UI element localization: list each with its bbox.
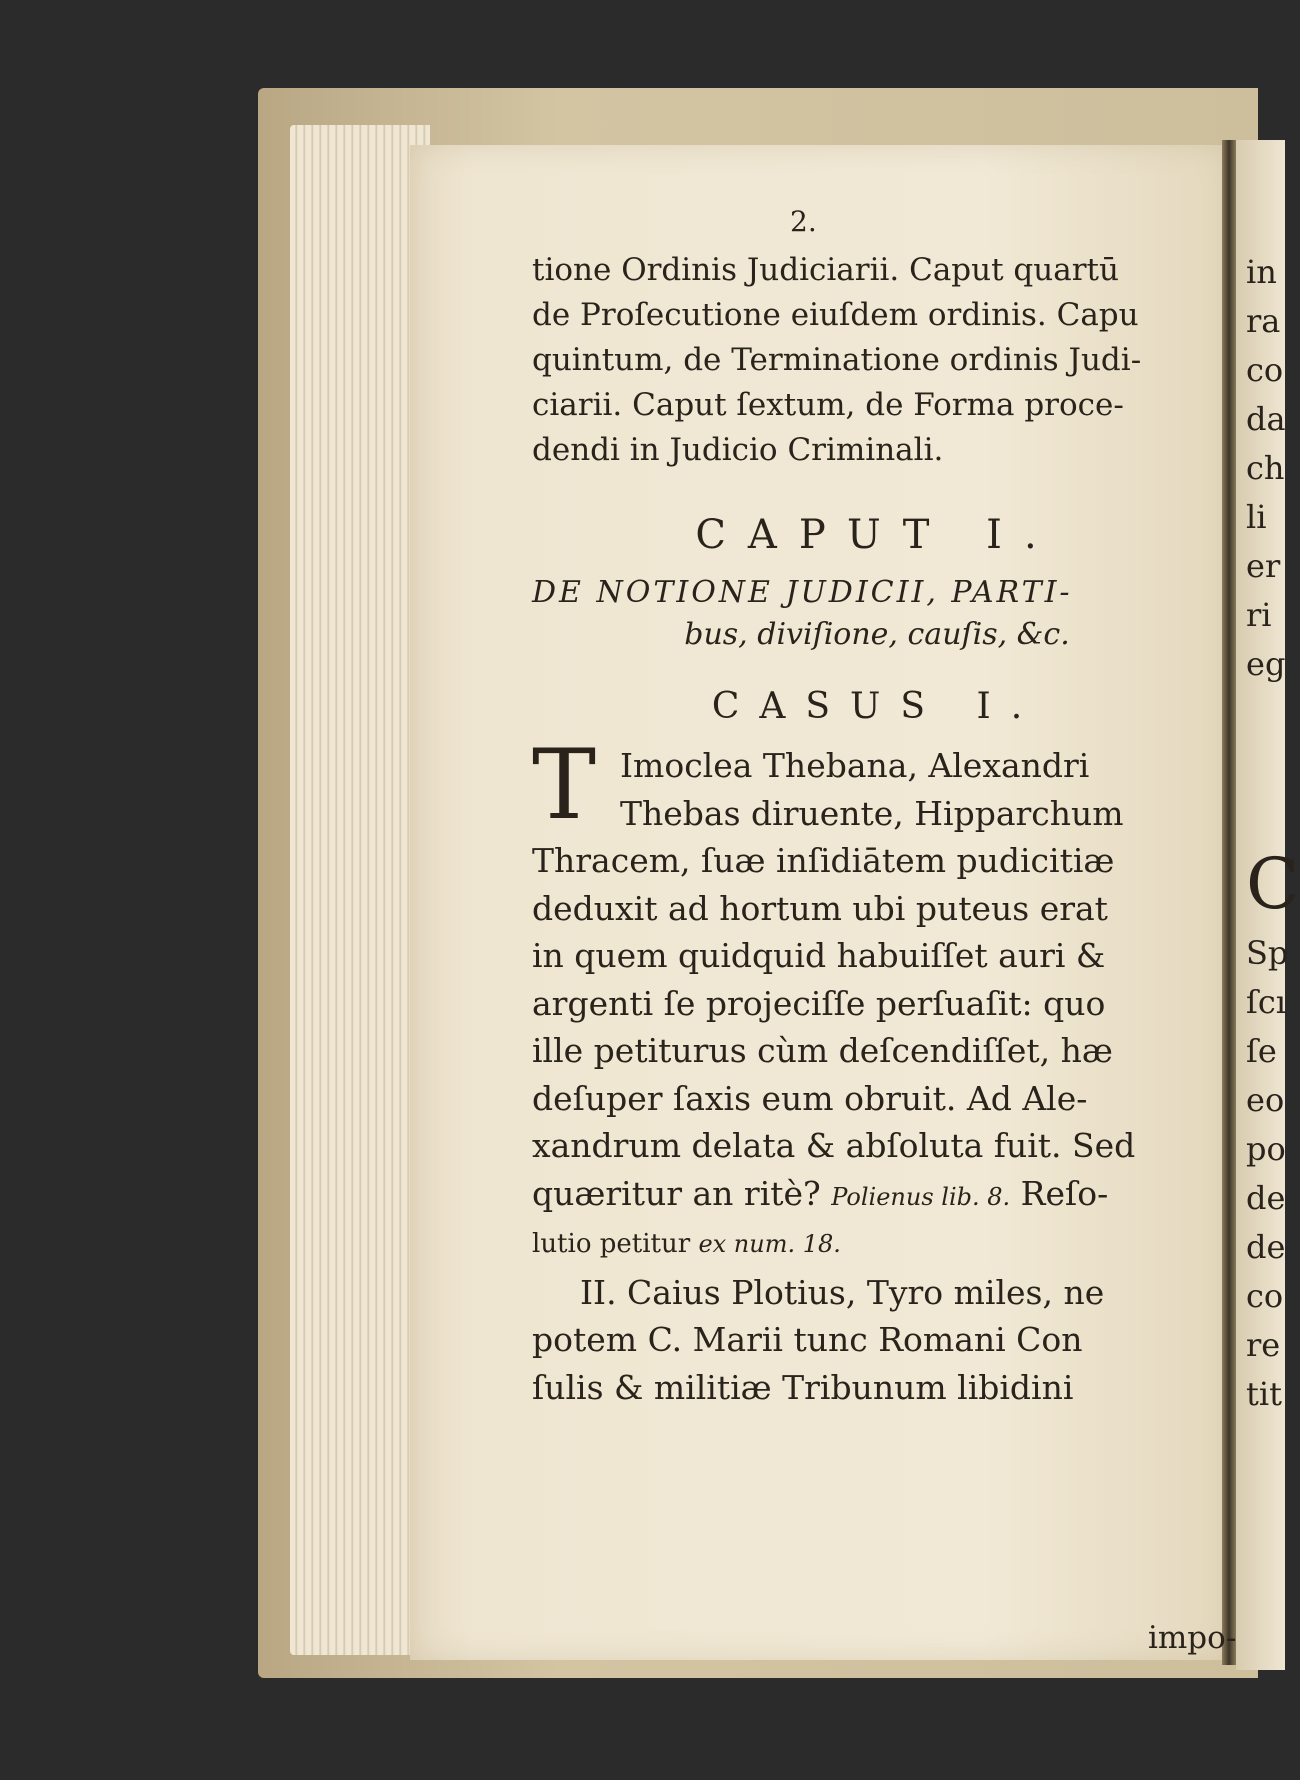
case-text — [532, 729, 1222, 1411]
casus-title: CASUS I. — [711, 686, 1043, 727]
fragment-line: de — [1246, 1228, 1286, 1266]
page-edges — [290, 125, 430, 1655]
chapter-subtitle — [532, 572, 1222, 656]
fragment-line: Sp — [1246, 934, 1289, 972]
fragment-line: eg — [1246, 645, 1286, 683]
catchword: impo- — [1148, 1620, 1237, 1656]
subtitle-line: bus, diviſione, cauſis, &c. — [684, 617, 1070, 652]
fragment-line: in — [1246, 253, 1277, 291]
case-line: in quem quidquid habuiſſet auri & — [532, 936, 1106, 975]
case-line: Imoclea Thebana, Alexandri — [620, 746, 1090, 785]
citation: Polienus lib. 8. — [831, 1182, 1011, 1211]
book-gutter — [1222, 140, 1236, 1665]
fragment-line: er — [1246, 547, 1281, 585]
fragment-line: ſcı — [1246, 983, 1286, 1021]
fragment-line: po — [1246, 1130, 1286, 1168]
fragment-line: co — [1246, 351, 1284, 389]
case-line: II. Caius Plotius, Tyro miles, ne — [580, 1272, 1105, 1312]
case-line: deduxit ad hortum ubi puteus erat — [532, 888, 1108, 928]
case-line: deſuper ſaxis eum obruit. Ad Ale- — [532, 1078, 1088, 1118]
case-line-quaeritur — [532, 1170, 1222, 1222]
chapter-title: CAPUT I. — [695, 512, 1059, 558]
intro-line: dendi in Judicio Criminali. — [532, 432, 944, 468]
fragment-line: ra — [1246, 302, 1281, 340]
fragment-line: ſe — [1246, 1032, 1277, 1070]
fragment-line: ri — [1246, 596, 1272, 634]
intro-line: ciarii. Caput ſextum, de Forma proce- — [532, 387, 1124, 423]
fragment-gap — [1246, 689, 1300, 839]
case-line-last — [532, 1221, 1222, 1269]
subtitle-line: DE NOTIONE JUDICII, PARTI- — [532, 575, 1073, 610]
page-number: 2. — [790, 205, 817, 238]
case-line: ſulis & militiæ Tribunum libidini — [532, 1367, 1074, 1407]
case-line: Thracem, ſuæ inſidiātem pudicitiæ — [532, 841, 1115, 880]
fragment-line: li — [1246, 498, 1267, 536]
intro-line: quintum, de Terminatione ordinis Judi- — [532, 342, 1142, 378]
case-line: Thebas diruente, Hipparchum — [620, 793, 1124, 833]
fragment-line: co — [1246, 1277, 1284, 1315]
resolutio-text: Reſo- — [1020, 1173, 1109, 1213]
intro-line: de Proſecutione eiuſdem ordinis. Capu — [532, 297, 1139, 333]
case-line: potem C. Marii tunc Romani Con — [532, 1320, 1083, 1359]
fragment-line: eo — [1246, 1081, 1285, 1119]
intro-paragraph — [532, 248, 1222, 473]
next-page-fragment — [1246, 248, 1300, 1419]
resolutio-continuation: lutio petitur — [532, 1229, 691, 1259]
case-line: ille petiturus cùm deſcendiſſet, hæ — [532, 1031, 1113, 1070]
case-line: xandrum delata & abſoluta fuit. Sed — [532, 1126, 1136, 1165]
case-line: argenti ſe projeciſſe perſuaſit: quo — [532, 983, 1106, 1023]
fragment-line: da — [1246, 400, 1286, 438]
fragment-line: tit — [1246, 1375, 1282, 1413]
fragment-line: ch — [1246, 449, 1285, 487]
fragment-line: de — [1246, 1179, 1286, 1217]
intro-line: tione Ordinis Judiciarii. Caput quartū — [532, 252, 1119, 288]
reference: ex num. 18. — [698, 1230, 841, 1258]
fragment-line: re — [1246, 1326, 1281, 1364]
drop-cap: T — [532, 729, 597, 841]
quaeritur-text: quæritur an ritè? — [532, 1173, 821, 1213]
fragment-initial: C — [1246, 843, 1300, 925]
